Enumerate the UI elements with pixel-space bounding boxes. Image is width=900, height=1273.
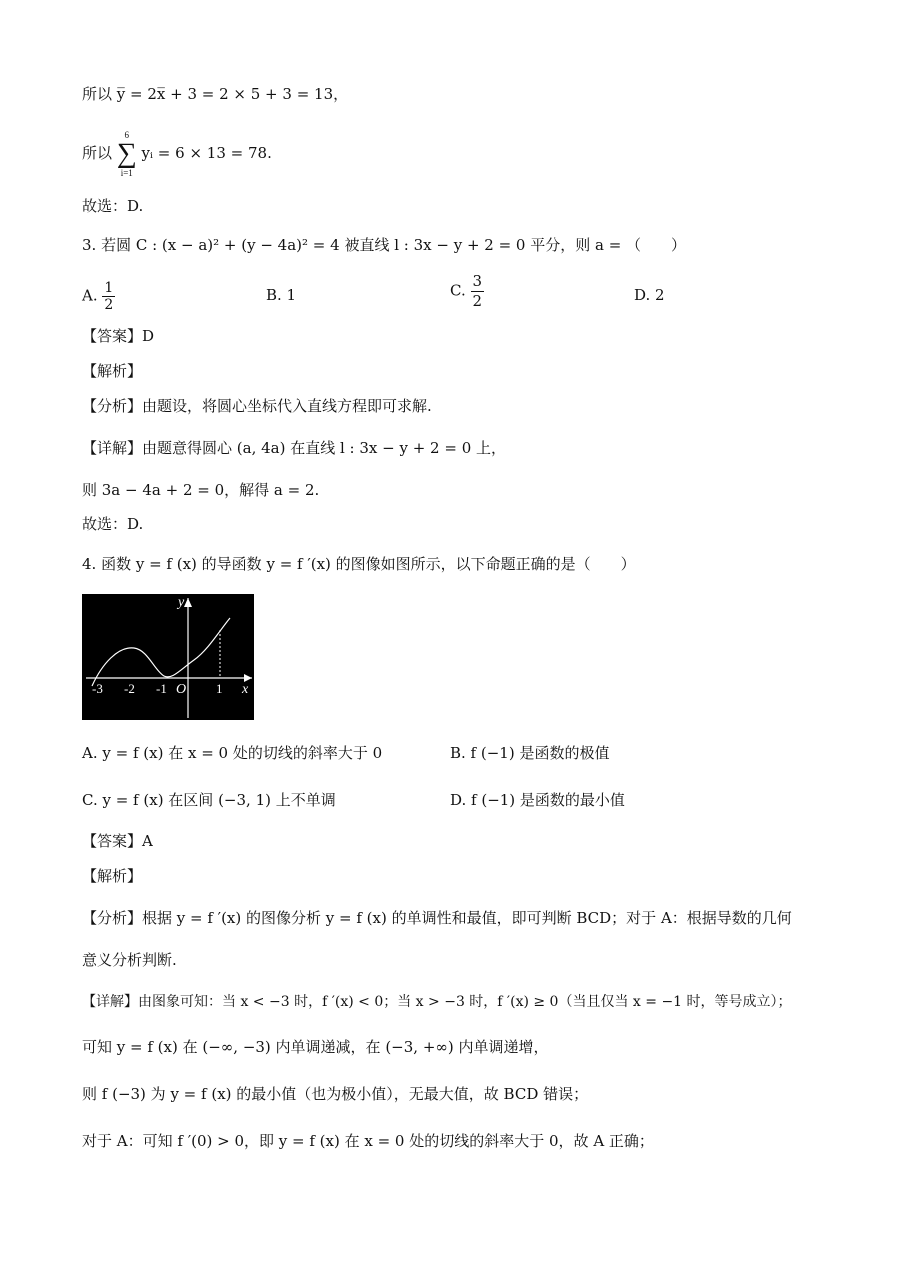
q3-option-c xyxy=(450,272,484,311)
q3-option-a xyxy=(82,280,115,313)
x-axis-label: x xyxy=(242,682,249,697)
q4-option-a: A. y = f (x) 在 x = 0 处的切线的斜率大于 0 xyxy=(82,744,383,762)
derivative-graph xyxy=(82,594,254,720)
q3-a-num: 1 xyxy=(104,280,114,296)
q3-answer: 【答案】D xyxy=(82,327,155,345)
question-3: 3. 若圆 C : (x − a)² + (y − 4a)² = 4 被直线 l : 3x − y + 2 = 0 平分，则 a = （ ） xyxy=(82,236,687,254)
q4-option-b: B. f (−1) 是函数的极值 xyxy=(450,744,610,762)
derivative-graph-svg xyxy=(82,594,254,720)
q4-jiexi: 【解析】 xyxy=(82,867,143,885)
q3-c-den: 2 xyxy=(472,292,483,310)
q4-known-3: 对于 A：可知 f ′(0) > 0，即 y = f (x) 在 x = 0 处的切线的斜率大于 0，故 A 正确； xyxy=(82,1132,654,1150)
q3-analysis: 【分析】由题设，将圆心坐标代入直线方程即可求解. xyxy=(82,397,432,415)
q3-option-d: D. 2 xyxy=(634,286,665,304)
q3-then: 则 3a − 4a + 2 = 0，解得 a = 2. xyxy=(82,481,320,499)
y-axis-label: y xyxy=(178,595,185,610)
y-axis-arrow-icon xyxy=(184,598,192,607)
q3-option-c-fraction xyxy=(471,272,485,311)
q3-choose: 故选：D. xyxy=(82,515,144,533)
tick-label-neg1: -1 xyxy=(156,681,167,696)
q3-option-b: B. 1 xyxy=(266,286,297,304)
sum-lower: i=1 xyxy=(120,168,133,178)
q4-option-d: D. f (−1) 是函数的最小值 xyxy=(450,791,625,809)
origin-label: O xyxy=(176,682,187,697)
sum-upper: 6 xyxy=(124,130,130,140)
q3-a-den: 2 xyxy=(104,297,114,313)
q3-option-c-label: C. xyxy=(450,281,466,300)
line-choose-d-1: 故选：D. xyxy=(82,197,144,215)
q3-option-a-label: A. xyxy=(82,286,98,305)
q3-option-a-fraction xyxy=(102,280,115,313)
x-axis-arrow-icon xyxy=(244,674,252,682)
q4-answer: 【答案】A xyxy=(82,832,153,850)
q4-known-2: 则 f (−3) 为 y = f (x) 的最小值（也为极小值），无最大值，故 BCD 错误； xyxy=(82,1085,589,1103)
sum-prefix: 所以 xyxy=(82,144,113,162)
line-mean-y: 所以 y̅ = 2x̅ + 3 = 2 × 5 + 3 = 13， xyxy=(82,85,349,103)
tick-label-neg3: -3 xyxy=(92,681,103,696)
q4-detail: 【详解】由图象可知：当 x < −3 时，f ′(x) < 0；当 x > −3 时，f ′(x) ≥ 0（当且仅当 x = −1 时，等号成立）； xyxy=(82,994,792,1010)
tick-label-1: 1 xyxy=(216,681,223,696)
q4-known-1: 可知 y = f (x) 在 (−∞, −3) 内单调递减，在 (−3, +∞) 内单调递增， xyxy=(82,1038,549,1056)
q4-option-c: C. y = f (x) 在区间 (−3, 1) 上不单调 xyxy=(82,791,336,809)
q4-analysis-1: 【分析】根据 y = f ′(x) 的图像分析 y = f (x) 的单调性和最值，即可判断 BCD；对于 A：根据导数的几何 xyxy=(82,909,792,927)
q3-c-num: 3 xyxy=(472,272,483,290)
sigma-icon: ∑ xyxy=(116,138,137,169)
line-sum xyxy=(82,130,272,178)
question-4: 4. 函数 y = f (x) 的导函数 y = f ′(x) 的图像如图所示，以下命题正确的是（ ） xyxy=(82,555,636,573)
q3-detail: 【详解】由题意得圆心 (a, 4a) 在直线 l : 3x − y + 2 = 0 上， xyxy=(82,439,507,457)
q3-jiexi: 【解析】 xyxy=(82,362,143,380)
q4-analysis-2: 意义分析判断. xyxy=(82,951,177,969)
tick-label-neg2: -2 xyxy=(124,681,135,696)
sum-result: yᵢ = 6 × 13 = 78. xyxy=(141,144,272,162)
derivative-curve xyxy=(92,618,230,686)
sum-symbol xyxy=(117,130,137,178)
